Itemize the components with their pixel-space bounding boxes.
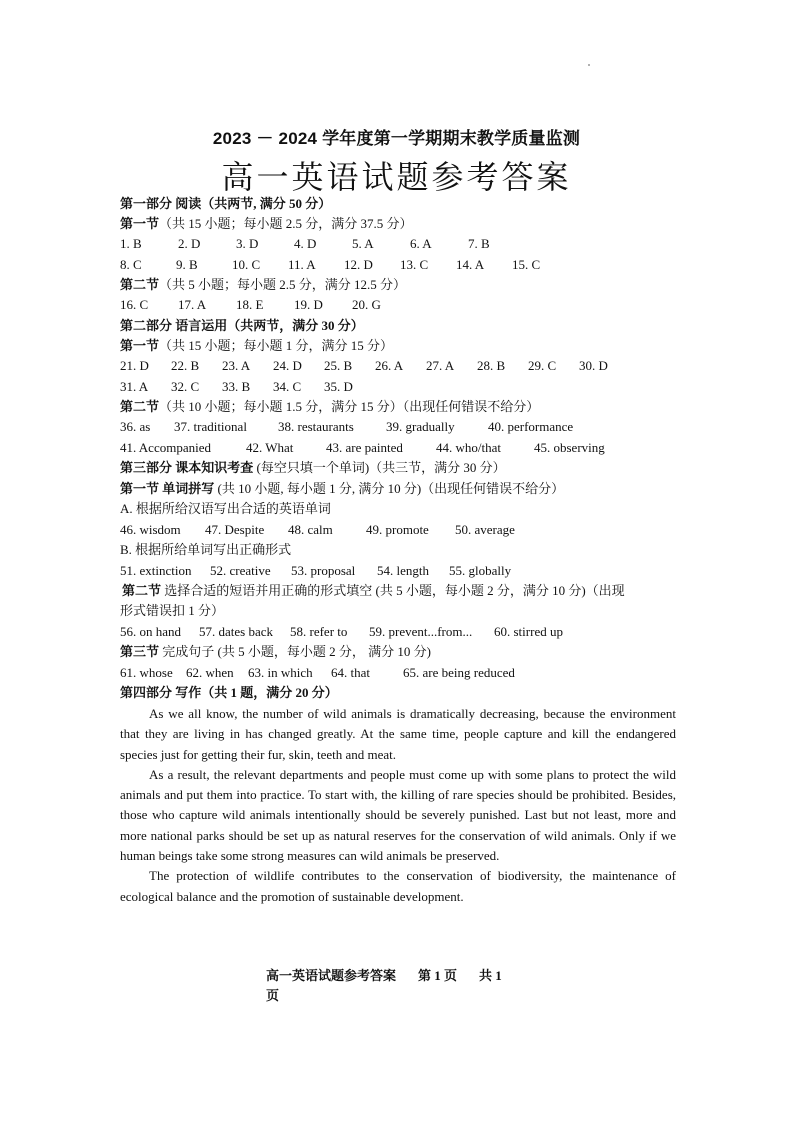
answer-item: 49. promote <box>366 522 429 537</box>
section-instructions: 选择合适的短语并用正确的形式填空 (共 5 小题，每小题 2 分，满分 10 分)（出现 <box>164 583 625 598</box>
answer-item: 9. B <box>176 257 198 272</box>
answer-item: 15. C <box>512 257 541 272</box>
answer-item: 32. C <box>171 379 200 394</box>
answer-item: 57. dates back <box>199 624 274 639</box>
section-instructions-continued: 形式错误扣 1 分） <box>120 603 225 618</box>
answer-item: 37. traditional <box>174 419 247 434</box>
part2-heading: 第二部分 语言运用（共两节，满分 30 分） <box>120 318 364 333</box>
answer-item: 51. extinction <box>120 563 192 578</box>
answer-item: 28. B <box>477 358 506 373</box>
footer-total-pages: 共 1 <box>479 968 502 983</box>
answer-row-51-55 <box>120 563 511 579</box>
answer-row-41-45 <box>120 440 605 456</box>
answer-item: 27. A <box>426 358 455 373</box>
answer-item: 35. D <box>324 379 353 394</box>
section-instructions: (共 10 小题, 每小题 1 分, 满分 10 分)（出现任何错误不给分） <box>217 481 565 496</box>
section-label: 第一节 <box>120 216 160 231</box>
footer-page-number: 第 1 页 <box>418 968 458 983</box>
answer-item: 56. on hand <box>120 624 182 639</box>
answer-item: 61. whose <box>120 665 173 680</box>
answer-item: 62. when <box>186 665 234 680</box>
section-instructions: （共 10 小题；每小题 1.5 分，满分 15 分）（出现任何错误不给分） <box>159 399 540 414</box>
part1-section1-heading <box>120 216 413 232</box>
answer-row-21-30 <box>120 358 608 374</box>
answer-item: 17. A <box>178 297 207 312</box>
answer-item: 33. B <box>222 379 251 394</box>
answer-item: 46. wisdom <box>120 522 181 537</box>
answer-item: 36. as <box>120 419 151 434</box>
answer-item: 45. observing <box>534 440 605 455</box>
part3-heading-line <box>120 460 506 476</box>
subsection-a-heading: A. 根据所给汉语写出合适的英语单词 <box>120 501 331 516</box>
essay-paragraph: As we all know, the number of wild animals is dramatically decreasing, because the environment that they are living in has changed greatly. At the same time, people capture and kill the endangered species just for getting their fur, skin, teeth and meat. <box>120 706 676 762</box>
answer-item: 18. E <box>236 297 264 312</box>
answer-item: 1. B <box>120 236 142 251</box>
answer-row-31-35 <box>120 379 353 395</box>
part3-section2-heading <box>122 583 625 599</box>
subsection-b-heading: B. 根据所给单词写出正确形式 <box>120 542 292 557</box>
answer-item: 39. gradually <box>386 419 455 434</box>
part2-section1-heading <box>120 338 393 354</box>
section-instructions: 完成句子 (共 5 小题，每小题 2 分， 满分 10 分) <box>162 644 431 659</box>
answer-item: 11. A <box>288 257 316 272</box>
answer-row-8-15 <box>120 257 540 273</box>
footer-total-pages-suffix: 页 <box>266 988 280 1003</box>
essay-paragraph: The protection of wildlife contributes to the conservation of biodiversity, the maintenance of ecological balance and the promotion of sustainable development. <box>120 868 676 904</box>
answer-item: 7. B <box>468 236 490 251</box>
answer-item: 5. A <box>352 236 374 251</box>
section-label: 第一节 <box>120 338 160 353</box>
part2-section2-heading <box>120 399 539 415</box>
section-label: 第一节 单词拼写 <box>120 481 215 496</box>
exam-title: 2023 － 2024 学年度第一学期期末教学质量监测 <box>212 129 581 148</box>
answer-item: 42. What <box>246 440 294 455</box>
sample-essay <box>120 704 676 907</box>
answer-item: 20. G <box>352 297 381 312</box>
part3-section3-heading <box>120 644 431 660</box>
answer-item: 13. C <box>400 257 429 272</box>
answer-item: 19. D <box>294 297 323 312</box>
part3-section1-heading <box>120 481 564 497</box>
answer-item: 54. length <box>377 563 429 578</box>
part3-heading: 第三部分 课本知识考查 <box>120 460 254 475</box>
answer-item: 59. prevent...from... <box>369 624 473 639</box>
section-instructions: （共 5 小题；每小题 2.5 分，满分 12.5 分） <box>159 277 407 292</box>
answer-item: 26. A <box>375 358 404 373</box>
footer-doc-title: 高一英语试题参考答案 <box>266 968 397 983</box>
section-label: 第三节 <box>120 644 160 659</box>
answer-item: 31. A <box>120 379 149 394</box>
answer-row-16-20 <box>120 297 381 313</box>
part3-heading-note: (每空只填一个单词)（共三节，满分 30 分） <box>256 460 506 475</box>
answer-item: 21. D <box>120 358 149 373</box>
answer-item: 65. are being reduced <box>403 665 515 680</box>
part1-heading: 第一部分 阅读（共两节, 满分 50 分） <box>120 196 332 211</box>
answer-item: 40. performance <box>488 419 574 434</box>
answer-item: 55. globally <box>449 563 512 578</box>
answer-item: 50. average <box>455 522 515 537</box>
answer-row-61-65 <box>120 665 515 681</box>
answer-item: 6. A <box>410 236 432 251</box>
section-instructions: （共 15 小题；每小题 2.5 分，满分 37.5 分） <box>159 216 413 231</box>
answer-item: 52. creative <box>210 563 271 578</box>
answer-item: 4. D <box>294 236 317 251</box>
document-title: 高一英语试题参考答案 <box>221 158 572 196</box>
section-label: 第二节 <box>120 277 160 292</box>
answer-item: 22. B <box>171 358 200 373</box>
answer-item: 43. are painted <box>326 440 403 455</box>
answer-item: 23. A <box>222 358 251 373</box>
corner-mark <box>588 64 590 66</box>
answer-row-36-40 <box>120 419 573 435</box>
section-label: 第二节 <box>120 399 160 414</box>
answer-item: 16. C <box>120 297 149 312</box>
answer-item: 3. D <box>236 236 259 251</box>
answer-item: 12. D <box>344 257 373 272</box>
answer-item: 44. who/that <box>436 440 501 455</box>
answer-item: 60. stirred up <box>494 624 563 639</box>
answer-item: 53. proposal <box>291 563 356 578</box>
answer-item: 14. A <box>456 257 485 272</box>
answer-item: 10. C <box>232 257 261 272</box>
essay-paragraph: As a result, the relevant departments and people must come up with some plans to protect the wild animals and put them into practice. To start with, the killing of rare species should be prohibited. Besides, those who capture wild animals intentionally should be severely punished. Last but not least, more and more national parks should be set up as natural reserves for the conservation of wild animals. Only if we human beings take some strong measures can wild animals be preserved. <box>120 766 676 864</box>
answer-item: 38. restaurants <box>278 419 354 434</box>
answer-item: 8. C <box>120 257 142 272</box>
answer-item: 25. B <box>324 358 353 373</box>
answer-item: 2. D <box>178 236 201 251</box>
answer-item: 34. C <box>273 379 302 394</box>
answer-item: 47. Despite <box>205 522 265 537</box>
answer-item: 63. in which <box>248 665 313 680</box>
answer-item: 24. D <box>273 358 302 373</box>
answer-item: 64. that <box>331 665 370 680</box>
part1-section2-heading <box>120 277 406 293</box>
answer-item: 48. calm <box>288 522 333 537</box>
answer-item: 41. Accompanied <box>120 440 211 455</box>
part4-heading: 第四部分 写作（共 1 题，满分 20 分） <box>120 685 338 700</box>
answer-row-1-7 <box>120 236 490 252</box>
section-label: 第二节 <box>122 583 162 598</box>
answer-item: 30. D <box>579 358 608 373</box>
page-footer <box>266 966 536 1006</box>
answer-item: 29. C <box>528 358 557 373</box>
section-instructions: （共 15 小题；每小题 1 分，满分 15 分） <box>159 338 394 353</box>
answer-item: 58. refer to <box>290 624 348 639</box>
answer-row-46-50 <box>120 522 515 538</box>
answer-row-56-60 <box>120 624 563 640</box>
